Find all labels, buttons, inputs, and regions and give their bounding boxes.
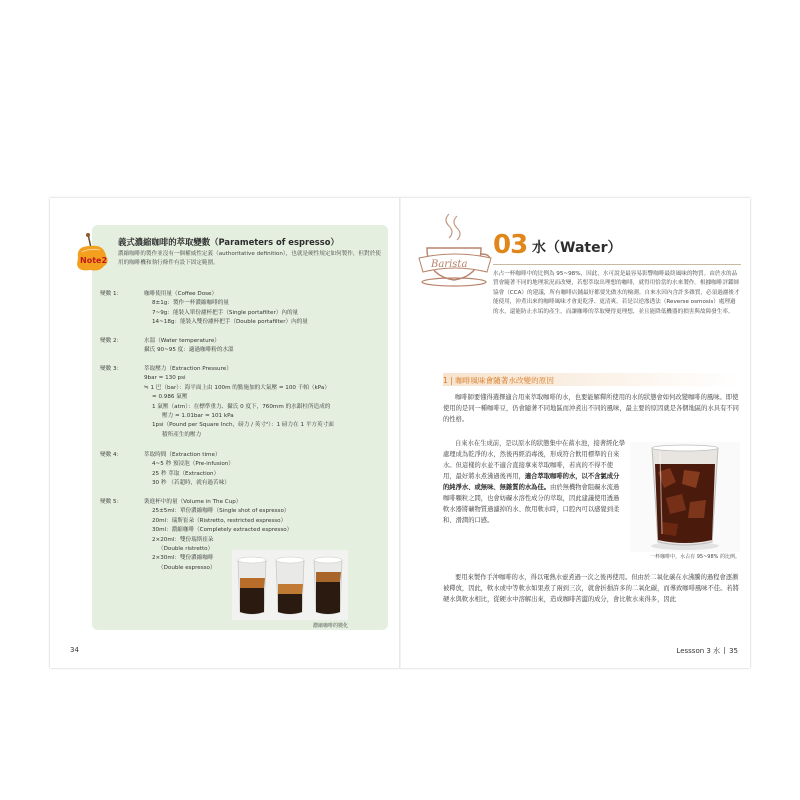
variable-label: 變數 2：: [100, 338, 123, 344]
cola-photo-caption: 一杯咖啡中，水占有 95~98% 的比例。: [650, 554, 740, 560]
variable-line: 水溫（Water temperature）: [144, 338, 220, 344]
lesson-intro: 水占一杯咖啡中的比例為 95~98%，因此，水可說是最容易影響咖啡最終風味的物質。由於水的品質會隨著不同的地理狀況而改變，若想萃取出理想的咖啡，就得用恰當的水來製作。根據咖啡評鑑師協會（CCA）的建議，所有咖啡店鋪最好都要先做水的檢測。自來水因內含許多雜質，必須過濾後才能使用，沖煮出來的咖啡風味才會更乾淨、更清爽。若是以逆滲透法（Reverse osmosis）處理過的水，還能防止水垢的產生，而讓咖啡的萃取變得更理想，並且能降低機器的損害與故障發生率。: [493, 271, 740, 315]
page-footer-right: [676, 646, 738, 656]
variable-line: 壓力 = 1.01bar = 101 kPa: [162, 413, 234, 420]
variable-line: 裝進杯中的量（Volume in The Cup）: [144, 499, 242, 505]
page-number-left: 34: [70, 646, 79, 654]
variable-line: 萃取時間（Extraction time）: [144, 452, 221, 458]
espresso-glasses-photo: [232, 550, 348, 620]
body-paragraph-3: 要用來製作手沖咖啡的水，得以電熱水壺煮過一次之後再使用。但由於二氧化碳在水沸騰的過程會逐漸被釋放，因此，軟水或中等軟水如果煮了兩到三次，就會折損許多的二氧化碳，而導致咖啡風味不佳。若將硬水與軟水相比，從硬水中溶解出來，造成咖啡苦澀的成分，會比軟水來得多，因此: [443, 574, 739, 603]
variable-line: 25±5ml：單份濃縮咖啡（Single shot of espresso）: [152, 508, 290, 515]
variable-label: 變數 5：: [100, 499, 123, 505]
variable-line: （Double ristretto）: [158, 546, 214, 553]
glasses-photo-caption: 濃縮咖啡的變化: [312, 623, 348, 629]
variable-line: 2×20ml：雙份瑞斯崔朵: [152, 536, 214, 543]
lesson-title: 水（Water）: [532, 240, 622, 256]
variable-line: 25 秒 萃取（Extraction）: [152, 470, 220, 477]
page-gutter: [399, 198, 401, 668]
cola-glass-photo: [630, 442, 740, 552]
variable-label: 變數 4：: [100, 452, 123, 458]
variable-line: 30 秒 （若超時，就有過苦味）: [152, 480, 230, 487]
title-divider: [493, 264, 741, 265]
footer-lesson-label: Lessson 3 水: [676, 647, 721, 655]
glass-3: [314, 557, 342, 614]
footer-divider: [724, 647, 725, 654]
body-paragraph-2: [443, 438, 625, 526]
section-heading: 1 | 咖啡風味會隨著水改變的原因: [443, 376, 554, 385]
variable-line: ≒ 1 巴（bar）：海平面上由 100m 的點施加的大氣壓 = 100 千帕（kPa）: [144, 384, 330, 391]
note-badge-icon: [74, 232, 112, 278]
section-heading-bar: [443, 373, 741, 386]
variable-1: [100, 290, 384, 328]
page-number-right: 35: [729, 647, 738, 655]
book-spread: [50, 198, 750, 668]
para2-bold: 適合萃取咖啡的水，以不含氯成分的純淨水、或無味、無雜質的水為佳。: [443, 473, 620, 491]
note-title: 義式濃縮咖啡的萃取變數（Parameters of espresso）: [118, 237, 339, 247]
variable-line: = 0.986 氣壓: [152, 394, 188, 401]
variable-line: 萃取壓力（Extraction Pressure）: [144, 366, 232, 372]
variable-2: [100, 337, 384, 356]
lesson-number: 03: [493, 230, 528, 260]
variable-3: [100, 365, 384, 440]
variable-line: 1psi（Pound per Square Inch，磅力 / 英寸²）：1 磅力在 1 平方英寸面: [152, 422, 334, 429]
variable-label: 變數 1：: [100, 291, 123, 297]
body-paragraph-1: 咖啡師要懂得選擇適合用來萃取咖啡的水，也要能解釋所使用的水的狀態會如何改變咖啡的風味。即使使用的是同一種咖啡豆，仍會隨著不同地區而沖煮出不同的風味，最主要的原因就是各個地區的水具有不同的性格。: [443, 394, 739, 423]
glass-2: [276, 557, 304, 614]
variable-line: 8±1g：製作一杯濃縮咖啡的量: [152, 300, 229, 307]
variable-line: 積所產生的壓力: [162, 431, 202, 438]
glass-1: [238, 557, 266, 614]
variable-line: 4~5 秒 預浸泡（Pre-infusion）: [152, 461, 234, 468]
variable-line: 30ml：濃縮咖啡（Completely extracted espresso）: [152, 527, 293, 534]
barista-cup-icon: [415, 210, 495, 296]
variable-line: 14~18g：能裝入雙份濾杯把手（Double portafilter）內的量: [152, 319, 308, 326]
variable-line: 攝氏 90~95 度：適過咖啡粉的水溫: [144, 347, 234, 354]
para2-text-c: 由於無機物會阻礙水流過咖啡顆粒之間，也會妨礙水溶性成分的萃取，因此建議使用透過軟水器將礦物質過濾掉的水、飲用軟水時，口腔內可以感覺到柔和、滑潤的口感。: [443, 484, 620, 524]
variable-label: 變數 3：: [100, 366, 123, 372]
note-badge-label: Note2: [80, 256, 108, 265]
variable-line: 20ml：瑞斯崔朵（Ristretto, restricted espresso）: [152, 517, 287, 524]
note-intro: 濃縮咖啡的製作並沒有一個權威性定義（authoritative definition），也就是硬性規定如何製作，但對於使用的咖啡機和執行條件有設下固定範圍。: [118, 251, 381, 266]
variable-line: 咖啡使用量（Coffee Dose）: [144, 291, 218, 297]
variable-line: （Double espresso）: [158, 564, 216, 571]
variable-line: 7~9g：能裝入單份濾杯把手（Single portafilter）內的量: [152, 309, 299, 316]
barista-logo-text: Barista: [431, 259, 468, 270]
variable-line: 9bar = 130 psi: [144, 375, 186, 382]
variable-line: 1 氣壓（atm）：在標準重力、攝氏 0 度下，760mm 的水銀柱所造成的: [152, 403, 331, 410]
para2-text-a: 自來水在生成前，是以原水的狀態集中在蓄水池，接著經化學處理成為乾淨的水，然後再經消毒後，形成符合飲用標準的自來水。但這樣的水並不適合直接拿來萃取咖啡，若真的不得不使用，最好將水煮沸過後再用，: [443, 440, 626, 480]
variable-line: 2×30ml：雙份濃縮咖啡: [152, 555, 214, 562]
variable-4: [100, 451, 384, 489]
